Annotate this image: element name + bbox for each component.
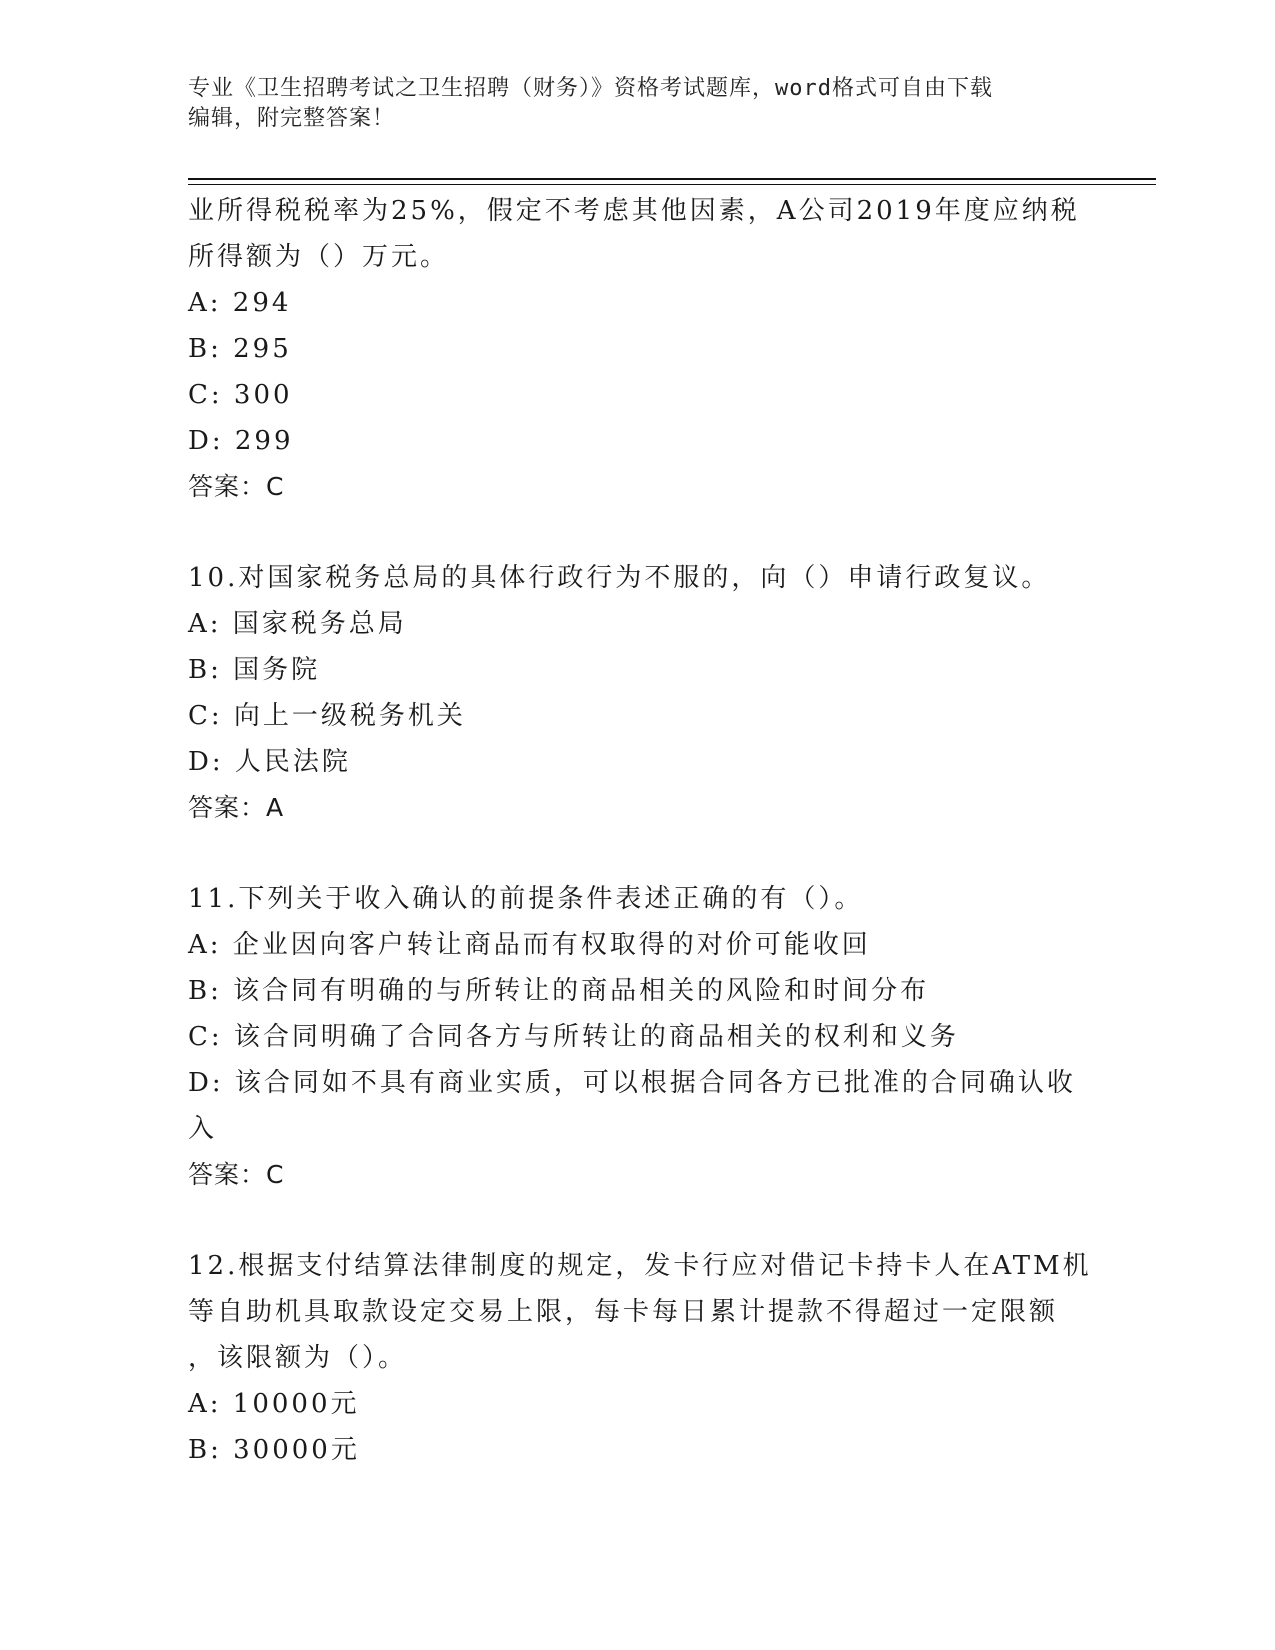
option-b: B: 30000元 bbox=[188, 1435, 360, 1465]
option-c: C: 向上一级税务机关 bbox=[188, 701, 466, 731]
question-text-line: 10.对国家税务总局的具体行政行为不服的，向（）申请行政复议。 bbox=[188, 563, 1051, 593]
option-a: A: 294 bbox=[188, 288, 292, 318]
option-d: D: 该合同如不具有商业实质，可以根据合同各方已批准的合同确认收 bbox=[188, 1068, 1076, 1098]
header-divider-thick bbox=[188, 178, 1156, 180]
question-text-line: 12.根据支付结算法律制度的规定，发卡行应对借记卡持卡人在ATM机 bbox=[188, 1251, 1092, 1281]
option-b: B: 国务院 bbox=[188, 655, 321, 685]
question-12 bbox=[188, 1243, 1092, 1473]
question-spacer bbox=[188, 510, 1088, 555]
answer: 答案：C bbox=[188, 472, 285, 501]
question-spacer bbox=[188, 831, 1088, 876]
option-c: C: 300 bbox=[188, 380, 293, 410]
question-spacer bbox=[188, 1198, 1088, 1243]
answer: 答案：A bbox=[188, 793, 285, 822]
question-text-line: ，该限额为（）。 bbox=[188, 1343, 408, 1373]
option-d-continued: 入 bbox=[188, 1114, 218, 1144]
question-11 bbox=[188, 876, 1088, 1198]
question-list bbox=[188, 188, 1092, 1473]
document-header bbox=[188, 74, 1068, 134]
option-d: D: 299 bbox=[188, 426, 294, 456]
question-10 bbox=[188, 555, 1088, 831]
question-text-line: 等自助机具取款设定交易上限，每卡每日累计提款不得超过一定限额 bbox=[188, 1297, 1059, 1327]
header-line-2: 编辑，附完整答案！ bbox=[188, 106, 396, 131]
option-c: C: 该合同明确了合同各方与所转让的商品相关的权利和义务 bbox=[188, 1022, 959, 1052]
question-text-line: 11.下列关于收入确认的前提条件表述正确的有（）。 bbox=[188, 884, 864, 914]
header-divider-thin bbox=[188, 184, 1156, 185]
answer: 答案：C bbox=[188, 1160, 285, 1189]
option-b: B: 295 bbox=[188, 334, 292, 364]
header-line-1: 专业《卫生招聘考试之卫生招聘（财务）》资格考试题库，word格式可自由下载 bbox=[188, 76, 993, 101]
option-a: A: 国家税务总局 bbox=[188, 609, 407, 639]
question-text-line: 所得额为（）万元。 bbox=[188, 242, 450, 272]
question-9 bbox=[188, 188, 1088, 510]
option-a: A: 企业因向客户转让商品而有权取得的对价可能收回 bbox=[188, 930, 871, 960]
question-text-line: 业所得税税率为25%，假定不考虑其他因素，A公司2019年度应纳税 bbox=[188, 196, 1080, 226]
option-b: B: 该合同有明确的与所转让的商品相关的风险和时间分布 bbox=[188, 976, 930, 1006]
option-d: D: 人民法院 bbox=[188, 747, 351, 777]
option-a: A: 10000元 bbox=[188, 1389, 360, 1419]
